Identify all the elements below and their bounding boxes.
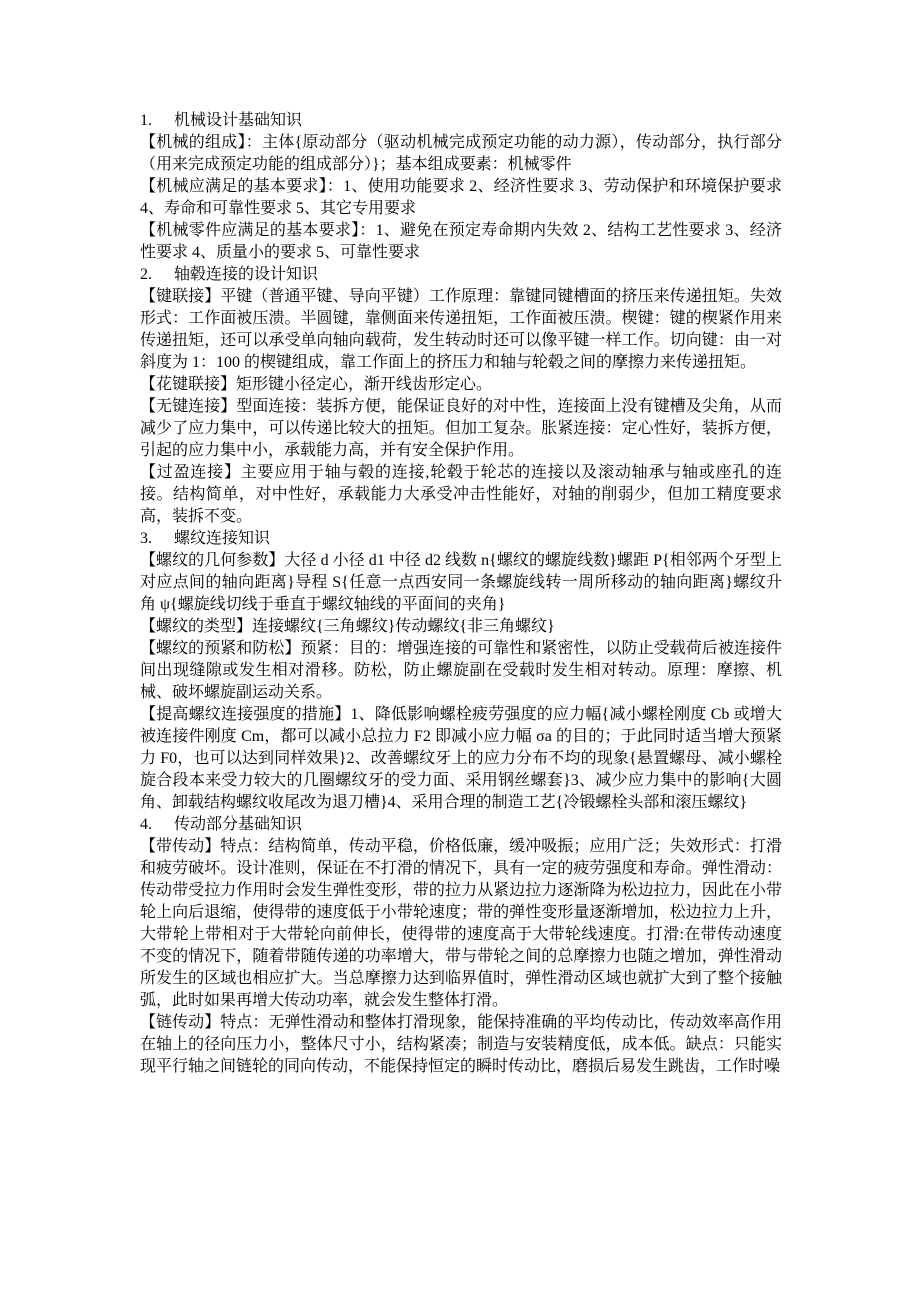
paragraph-machine-requirements: 【机械应满足的基本要求】：1、使用功能要求 2、经济性要求 3、劳动保护和环境保护要求 4、寿命和可靠性要求 5、其它专用要求 bbox=[140, 178, 782, 217]
section-heading-2 bbox=[140, 264, 782, 286]
section-number: 2. bbox=[140, 266, 152, 283]
paragraph-keyless-connection: 【无键连接】型面连接：装拆方便，能保证良好的对中性，连接面上没有键槽及尖角，从而减少了应力集中，可以传递比较大的扭矩。但加工复杂。胀紧连接：定心性好，装拆方便，引起的应力集中小，承载能力高，并有安全保护作用。 bbox=[140, 398, 782, 459]
paragraph-part-requirements: 【机械零件应满足的基本要求】：1、避免在预定寿命期内失效 2、结构工艺性要求 3、经济性要求 4、质量小的要求 5、可靠性要求 bbox=[140, 222, 782, 261]
paragraph-belt-drive: 【带传动】特点：结构简单，传动平稳，价格低廉，缓冲吸振；应用广泛；失效形式：打滑和疲劳破坏。设计准则，保证在不打滑的情况下，具有一定的疲劳强度和寿命。弹性滑动：传动带受拉力作用时会发生弹性变形，带的拉力从紧边拉力逐渐降为松边拉力，因此在小带轮上向后退缩，使得带的速度低于小带轮速度；带的弹性变形量逐渐增加，松边拉力上升，大带轮上带相对于大带轮向前伸长，使得带的速度高于大带轮线速度。打滑:在带传动速度不变的情况下，随着带随传递的功率增大，带与带轮之间的总摩擦力也随之增加，弹性滑动所发生的区域也相应扩大。当总摩擦力达到临界值时，弹性滑动区域也就扩大到了整个接触弧，此时如果再增大传动功率，就会发生整体打滑。 bbox=[140, 838, 782, 1009]
section-heading-3 bbox=[140, 528, 782, 550]
section-number: 4. bbox=[140, 816, 152, 833]
section-title: 轴毂连接的设计知识 bbox=[174, 266, 319, 283]
paragraph-chain-drive: 【链传动】特点：无弹性滑动和整体打滑现象，能保持准确的平均传动比，传动效率高作用在轴上的径向压力小，整体尺寸小，结构紧凑；制造与安装精度低，成本低。缺点：只能实现平行轴之间链轮的同向传动，不能保持恒定的瞬时传动比，磨损后易发生跳齿，工作时噪 bbox=[140, 1014, 782, 1075]
section-heading-4 bbox=[140, 814, 782, 836]
paragraph-interference-fit: 【过盈连接】主要应用于轴与毂的连接,轮毂于轮芯的连接以及滚动轴承与轴或座孔的连接。结构简单，对中性好，承载能力大承受冲击性能好，对轴的削弱少，但加工精度要求高，装拆不变。 bbox=[140, 464, 782, 525]
paragraph-spline-connection: 【花键联接】矩形键小径定心，渐开线齿形定心。 bbox=[140, 376, 493, 393]
section-number: 3. bbox=[140, 530, 152, 547]
section-title: 螺纹连接知识 bbox=[174, 530, 271, 547]
paragraph-thread-strength-measures: 【提高螺纹连接强度的措施】1、降低影响螺栓疲劳强度的应力幅{减小螺栓刚度 Cb 或增大被连接件刚度 Cm，都可以减小总拉力 F2 即减小应力幅 σa 的目的；于此同时适当增大预紧力 F0，也可以达到同样效果}2、改善螺纹牙上的应力分布不均的现象{悬置螺母、减小螺栓旋合段本来受力较大的几圈螺纹牙的受力面、采用钢丝螺套}3、减少应力集中的影响{大圆角、卸载结构螺纹收尾改为退刀槽}4、采用合理的制造工艺{冷锻螺栓头部和滚压螺纹} bbox=[140, 706, 782, 811]
paragraph-key-connection: 【键联接】平键（普通平键、导向平键）工作原理：靠键同键槽面的挤压来传递扭矩。失效形式：工作面被压溃。半圆键，靠侧面来传递扭矩，工作面被压溃。楔键：键的楔紧作用来传递扭矩，还可以承受单向轴向载荷，发生转动时还可以像平键一样工作。切向键：由一对斜度为 1：100 的楔键组成，靠工作面上的挤压力和轴与轮毂之间的摩擦力来传递扭矩。 bbox=[140, 288, 782, 371]
paragraph-machine-composition: 【机械的组成】：主体{原动部分（驱动机械完成预定功能的动力源），传动部分，执行部分（用来完成预定功能的组成部分）}；基本组成要素：机械零件 bbox=[140, 134, 782, 173]
section-title: 传动部分基础知识 bbox=[174, 816, 303, 833]
paragraph-thread-types: 【螺纹的类型】连接螺纹{三角螺纹}传动螺纹{非三角螺纹} bbox=[140, 618, 555, 635]
paragraph-thread-geometry: 【螺纹的几何参数】大径 d 小径 d1 中径 d2 线数 n{螺纹的螺旋线数}螺距 P{相邻两个牙型上对应点间的轴向距离}导程 S{任意一点西安同一条螺旋线转一周所移动的轴向距离}螺纹升角 ψ{螺旋线切线于垂直于螺纹轴线的平面间的夹角} bbox=[140, 552, 782, 613]
section-title: 机械设计基础知识 bbox=[174, 112, 303, 129]
paragraph-thread-preload: 【螺纹的预紧和防松】预紧：目的：增强连接的可靠性和紧密性，以防止受载荷后被连接件间出现缝隙或发生相对滑移。防松，防止螺旋副在受载时发生相对转动。原理：摩擦、机械、破坏螺旋副运动关系。 bbox=[140, 640, 782, 701]
section-heading-1 bbox=[140, 110, 782, 132]
section-number: 1. bbox=[140, 112, 152, 129]
